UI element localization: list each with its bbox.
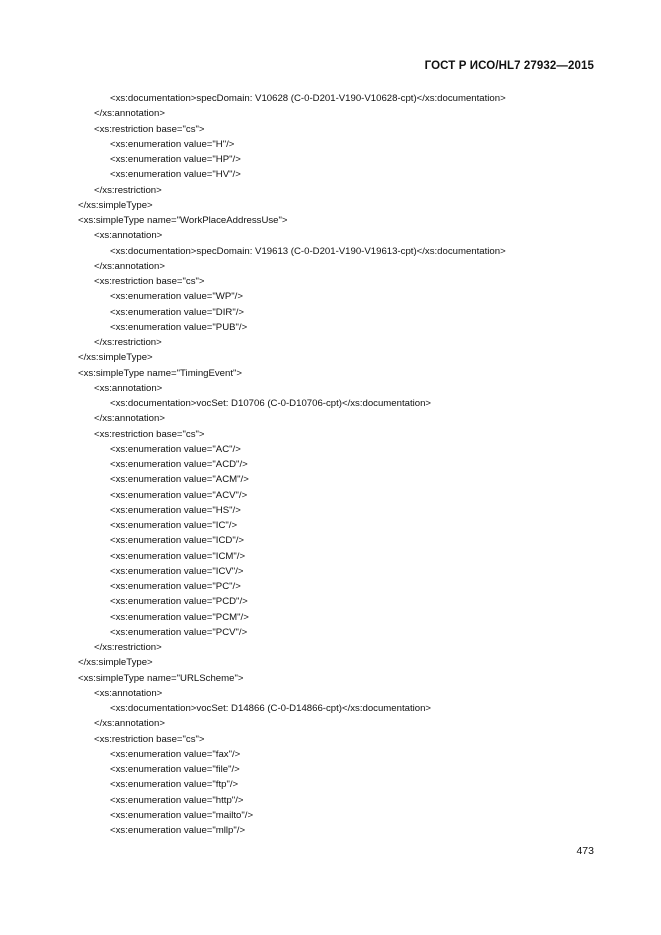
code-line: <xs:enumeration value="PCD"/>: [110, 596, 248, 608]
code-line: </xs:restriction>: [94, 184, 162, 196]
code-line: <xs:enumeration value="ICD"/>: [110, 535, 244, 547]
code-line: <xs:enumeration value="H"/>: [110, 138, 235, 150]
code-line: <xs:enumeration value="PC"/>: [110, 581, 241, 592]
code-line: </xs:simpleType>: [78, 199, 153, 211]
code-line: <xs:enumeration value="mailto"/>: [110, 809, 254, 821]
code-line: <xs:enumeration value="HP"/>: [110, 154, 241, 165]
code-line: </xs:annotation>: [94, 718, 165, 730]
code-line: <xs:enumeration value="HS"/>: [110, 504, 241, 516]
code-line: <xs:enumeration value="PCV"/>: [110, 626, 248, 638]
code-line: </xs:annotation>: [94, 108, 165, 120]
code-line: <xs:simpleType name="URLScheme">: [78, 672, 244, 684]
code-line: </xs:annotation>: [94, 413, 165, 425]
code-line: <xs:enumeration value="PCM"/>: [110, 611, 249, 623]
code-line: <xs:restriction base="cs">: [94, 428, 205, 440]
code-line: <xs:enumeration value="mllp"/>: [110, 825, 246, 836]
code-line: <xs:annotation>: [94, 230, 163, 242]
code-line: <xs:restriction base="cs">: [94, 123, 205, 135]
code-line: <xs:enumeration value="file"/>: [110, 764, 240, 775]
code-line: <xs:enumeration value="ACD"/>: [110, 459, 248, 470]
code-line: <xs:documentation>specDomain: V19613 (C-0-D201-V190-V19613-cpt)</xs:documentation>: [110, 245, 506, 257]
code-line: <xs:enumeration value="fax"/>: [110, 748, 241, 760]
code-line: <xs:enumeration value="HV"/>: [110, 169, 241, 181]
code-line: <xs:restriction base="cs">: [94, 276, 205, 287]
code-line: <xs:simpleType name="WorkPlaceAddressUse">: [78, 215, 288, 226]
code-line: <xs:enumeration value="http"/>: [110, 794, 244, 806]
code-line: <xs:enumeration value="ICV"/>: [110, 565, 244, 577]
page-number: 473: [576, 845, 594, 857]
code-line: <xs:documentation>vocSet: D10706 (C-0-D10706-cpt)</xs:documentation>: [110, 398, 432, 409]
code-line: <xs:enumeration value="ICM"/>: [110, 550, 246, 562]
code-line: <xs:annotation>: [94, 687, 163, 699]
code-line: </xs:annotation>: [94, 260, 165, 272]
code-line: <xs:annotation>: [94, 382, 163, 394]
code-line: <xs:enumeration value="WP"/>: [110, 291, 243, 303]
code-line: <xs:enumeration value="ftp"/>: [110, 779, 239, 791]
code-line: </xs:restriction>: [94, 337, 162, 348]
code-line: <xs:enumeration value="DIR"/>: [110, 306, 244, 318]
xml-code-listing: [0, 91, 661, 838]
code-line: </xs:simpleType>: [78, 352, 153, 364]
code-line: <xs:documentation>specDomain: V10628 (C-0-D201-V190-V10628-cpt)</xs:documentation>: [110, 93, 506, 104]
code-line: <xs:restriction base="cs">: [94, 733, 205, 745]
code-line: </xs:simpleType>: [78, 657, 153, 669]
code-line: </xs:restriction>: [94, 642, 162, 653]
code-line: <xs:enumeration value="ACV"/>: [110, 489, 248, 501]
code-line: <xs:enumeration value="IC"/>: [110, 520, 238, 531]
code-line: <xs:enumeration value="AC"/>: [110, 443, 241, 455]
code-line: <xs:enumeration value="PUB"/>: [110, 321, 248, 333]
code-line: <xs:enumeration value="ACM"/>: [110, 474, 249, 486]
code-line: <xs:documentation>vocSet: D14866 (C-0-D14866-cpt)</xs:documentation>: [110, 703, 432, 714]
code-line: <xs:simpleType name="TimingEvent">: [78, 367, 243, 379]
page-header-standard: ГОСТ Р ИСО/HL7 27932—2015: [424, 60, 594, 72]
